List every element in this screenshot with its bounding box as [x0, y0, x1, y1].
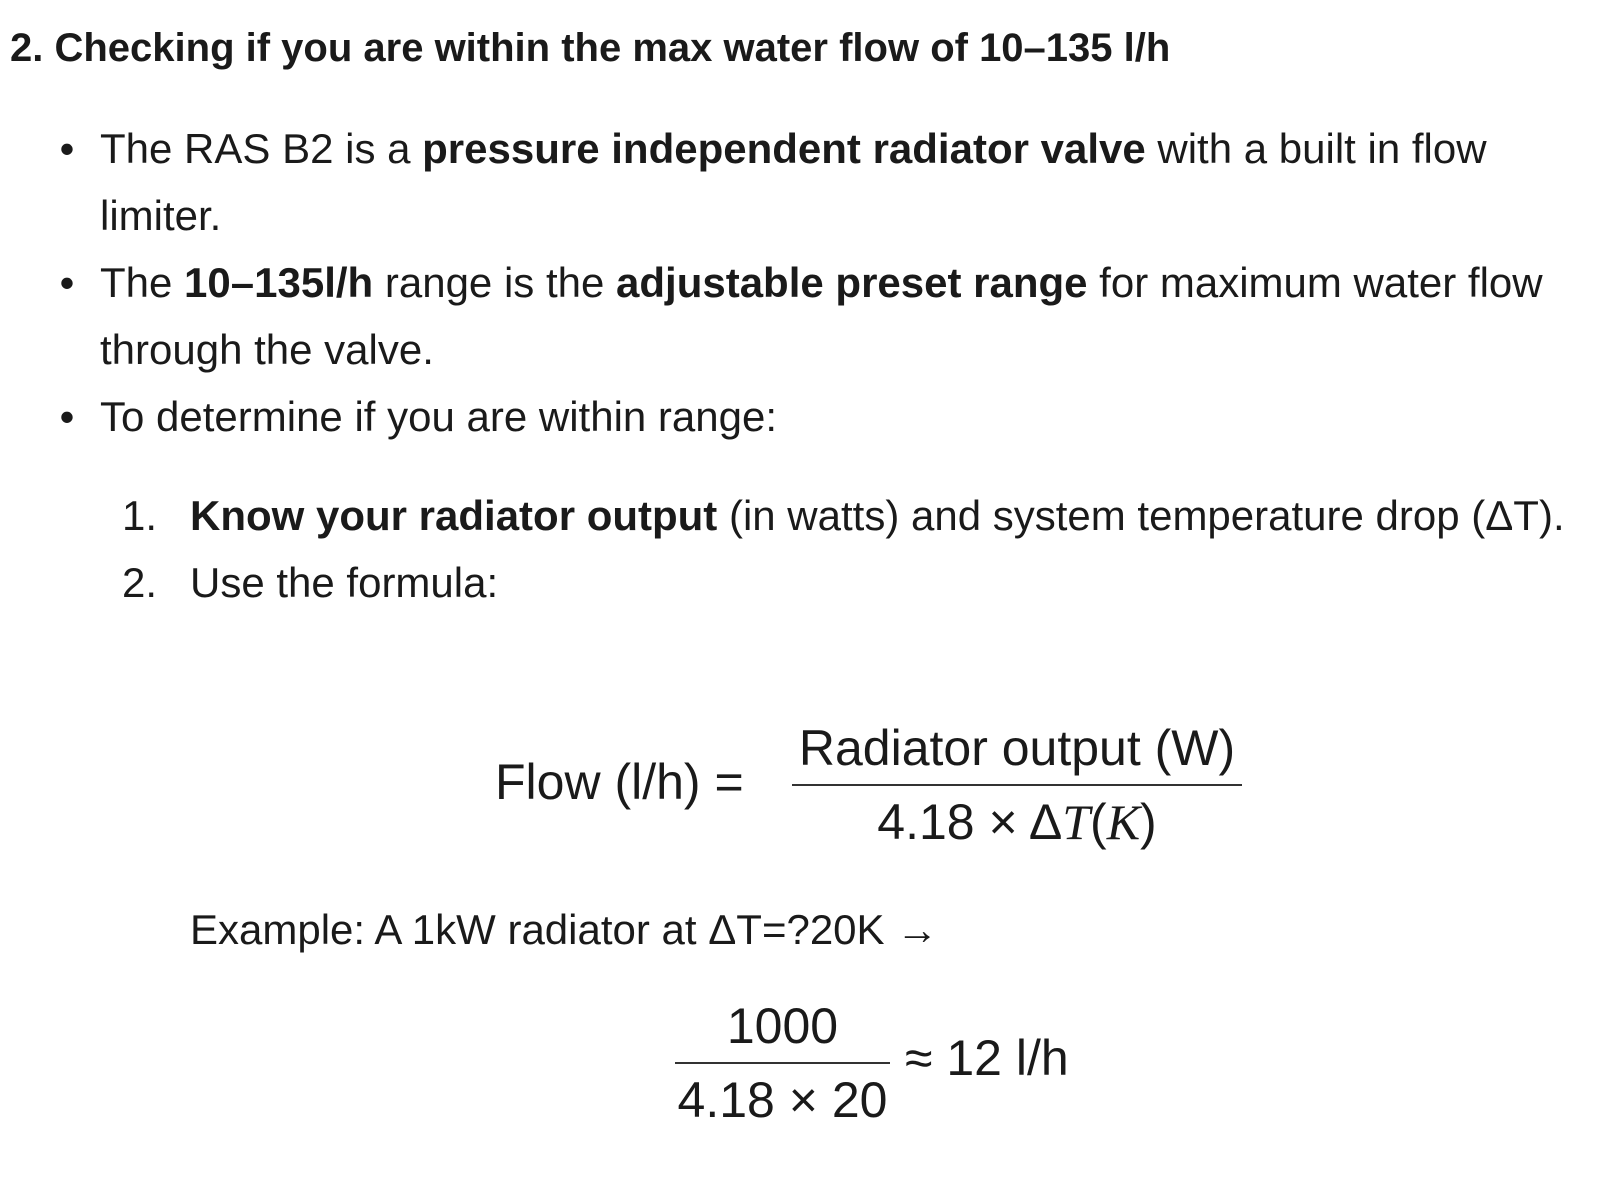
denominator-close-paren: ) — [1140, 794, 1157, 850]
bullet-list — [59, 115, 1570, 450]
step-text-plain: Use the formula: — [190, 559, 499, 606]
bullet-text-plain: range is the — [373, 259, 617, 306]
example-numerator: 1000 — [726, 998, 839, 1054]
numbered-steps — [122, 482, 1580, 616]
example-denominator: 4.18 × 20 — [677, 1072, 888, 1128]
formula-fraction — [787, 712, 1247, 858]
bullet-item — [59, 383, 1570, 450]
bullet-text-plain: The RAS B2 is a — [100, 125, 423, 172]
bullet-text-plain: for maximum water flow through the valve. — [100, 259, 1543, 373]
bullet-text-plain: To determine if you are within range: — [100, 393, 778, 440]
bullet-marker: • — [59, 393, 75, 440]
bullet-marker: • — [59, 125, 75, 172]
bullet-marker: • — [59, 259, 75, 306]
bullet-item — [59, 249, 1570, 383]
bullet-text-bold: 10–135l/h — [184, 259, 374, 306]
example-label: Example: A 1kW radiator at ΔT=?20K → — [190, 906, 939, 953]
bullet-text-plain: The — [100, 259, 185, 306]
step-text-bold: Know your radiator output — [190, 492, 718, 539]
bullet-item — [59, 115, 1570, 249]
step-item — [122, 549, 1580, 616]
denominator-open-paren: ( — [1090, 794, 1107, 850]
step-text-plain: (in watts) and system temperature drop (ΔT). — [717, 492, 1565, 539]
denominator-var-t: T — [1062, 794, 1091, 850]
example-fraction — [670, 990, 895, 1136]
section-heading: 2. Checking if you are within the max water flow of 10–135 l/h — [10, 26, 1171, 70]
example-result: ≈ 12 l/h — [905, 1030, 1069, 1086]
step-item — [122, 482, 1580, 549]
denominator-prefix: 4.18 × Δ — [877, 794, 1063, 850]
step-number: 2. — [122, 559, 158, 606]
formula-numerator: Radiator output (W) — [798, 720, 1236, 776]
bullet-text-bold: pressure independent radiator valve — [422, 125, 1146, 172]
bullet-text-bold: adjustable preset range — [616, 259, 1088, 306]
formula-denominator — [787, 786, 1247, 858]
formula-lhs: Flow (l/h) = — [495, 754, 744, 810]
bullet-text-plain: with a built in flow limiter. — [100, 125, 1487, 239]
step-number: 1. — [122, 492, 158, 539]
denominator-var-k: K — [1106, 794, 1141, 850]
